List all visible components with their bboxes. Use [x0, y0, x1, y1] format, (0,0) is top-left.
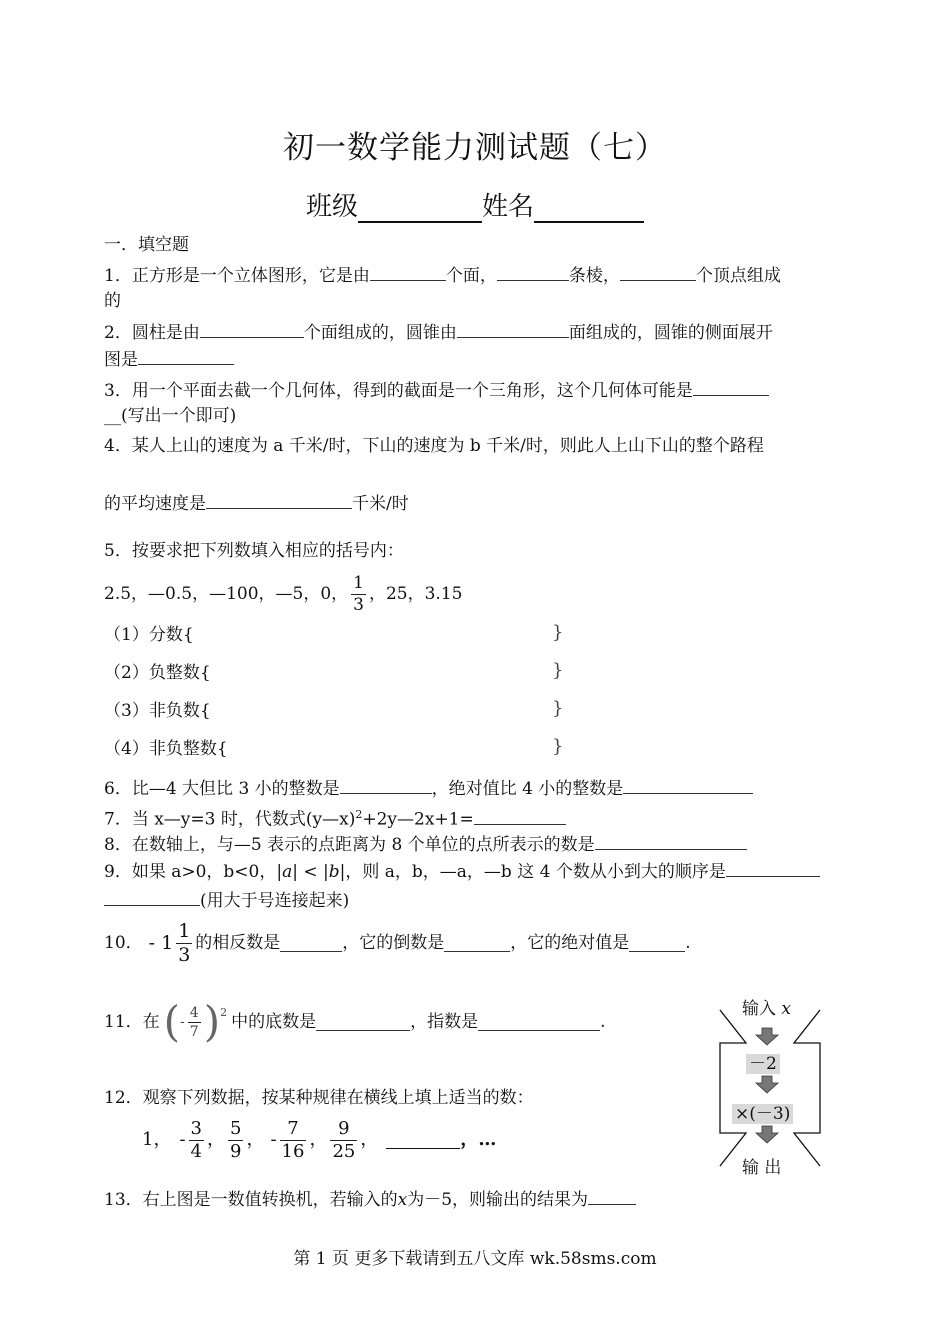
q1-blank-edges[interactable]: [497, 263, 569, 281]
question-1-cont: 的: [104, 291, 121, 311]
q9-blank[interactable]: [726, 859, 820, 877]
name-field[interactable]: [534, 193, 644, 223]
q4-text-b: 的平均速度是: [104, 494, 206, 514]
q7-exponent: 2: [355, 808, 363, 821]
q9-text-c: (用大于号连接起来): [200, 891, 350, 911]
q10-blank-absolute[interactable]: [629, 934, 685, 952]
class-label: 班级: [305, 192, 358, 222]
q6-text-b: ，绝对值比 4 小的整数是: [431, 779, 624, 799]
category-non-negative: （3）非负数{: [104, 701, 211, 721]
q3-text: 3．用一个平面去截一个几何体，得到的截面是一个三角形，这个几何体可能是: [104, 381, 693, 401]
abs-a: |a|: [276, 862, 298, 882]
q11-fraction: $\frac{4}{7}$: [189, 1004, 199, 1040]
q9-text: 9．如果 a>0，b<0，: [104, 862, 277, 882]
question-4: 4．某人上山的速度为 a 千米/时，下山的速度为 b 千米/时，则此人上山下山的整个路程: [104, 436, 764, 456]
page-footer: 第 1 页 更多下载请到五八文库 wk.58sms.com: [293, 1249, 657, 1269]
q11-text: 11．在: [104, 1012, 160, 1032]
less-than: <: [303, 862, 318, 882]
question-9-cont: [104, 888, 349, 912]
brace-close: }: [552, 660, 564, 681]
q12-term: $\frac{7}{16}$: [281, 1117, 305, 1162]
question-3-cont: __(写出一个即可): [104, 406, 237, 426]
category-non-negative-integer: （4）非负整数{: [104, 739, 228, 759]
conversion-machine: [700, 990, 840, 1180]
q12-sequence: [142, 1112, 496, 1168]
brace-close: }: [552, 698, 564, 719]
q10-text-b: 的相反数是: [195, 933, 281, 953]
q12-term: $\frac{3}{4}$: [190, 1117, 202, 1162]
q10-text-c: ，它的倒数是: [342, 933, 445, 953]
question-7: [104, 804, 566, 831]
q7-blank[interactable]: [474, 807, 566, 825]
q6-blank-a[interactable]: [340, 776, 432, 794]
q1-blank-faces[interactable]: [370, 263, 446, 281]
question-6: [104, 776, 753, 800]
machine-step-multiply: ×(－3): [732, 1099, 793, 1124]
q10-blank-opposite[interactable]: [280, 934, 342, 952]
q7-text: 7．当 x—y=3 时，代数式(y—x): [104, 809, 356, 830]
q1-blank-vertices[interactable]: [620, 263, 696, 281]
question-5-numbers: [104, 570, 462, 618]
q10-blank-reciprocal[interactable]: [444, 934, 510, 952]
abs-b: |b|: [323, 862, 346, 882]
q5-numbers-a: 2.5，—0.5，—100，—5，0，: [104, 584, 349, 604]
question-2: [104, 320, 773, 344]
q11-text-c: ，指数是: [410, 1012, 479, 1032]
q2-text-d: 图是: [104, 350, 138, 370]
q2-text-c: 面组成的，圆锥的侧面展开: [568, 323, 773, 343]
name-label: 姓名: [482, 192, 535, 222]
q1-text-d: 个顶点组成: [695, 266, 781, 286]
q2-blank-cylinder[interactable]: [200, 320, 304, 338]
q9-text-b: ，则 a，b，—a，—b 这 4 个数从小到大的顺序是: [345, 862, 726, 882]
q11-exponent: 2: [220, 1006, 228, 1019]
q8-blank[interactable]: [595, 832, 747, 850]
q10-whole: - 1: [148, 932, 174, 954]
question-9: [104, 859, 820, 883]
machine-step-subtract: －2: [746, 1049, 780, 1074]
q2-blank-cone[interactable]: [457, 320, 569, 338]
question-5: 5．按要求把下列数填入相应的括号内：: [104, 541, 404, 561]
q12-sep: ，: [207, 1129, 225, 1150]
q2-blank-net[interactable]: [138, 347, 234, 365]
q1-text-c: 条棱，: [568, 266, 620, 286]
q12-ellipsis: ，…: [460, 1129, 497, 1150]
paren-left: (: [163, 997, 181, 1046]
q13-variable: x: [397, 1190, 408, 1210]
question-4-cont: [104, 491, 409, 515]
q5-numbers-b: ，25，3.15: [368, 584, 463, 604]
q8-text: 8．在数轴上，与—5 表示的点距离为 8 个单位的点所表示的数是: [104, 835, 595, 855]
question-8: [104, 832, 747, 856]
question-11: [104, 994, 605, 1050]
q10-number: 10．: [104, 933, 143, 953]
section-heading: 一．填空题: [104, 235, 189, 255]
q12-sep: ，: [309, 1129, 328, 1150]
q2-text-b: 个面组成的，圆锥由: [303, 323, 457, 343]
q13-text-b: 为－5，则输出的结果为: [407, 1190, 589, 1210]
paren-right: ): [203, 997, 221, 1046]
q10-text-e: ，它的绝对值是: [510, 933, 630, 953]
brace-close: }: [552, 736, 564, 757]
q4-text-c: 千米/时: [352, 494, 409, 514]
q1-text: 1．正方形是一个立体图形，它是由: [104, 266, 370, 286]
machine-input-label: 输入 x: [742, 999, 791, 1019]
q4-blank[interactable]: [206, 491, 352, 509]
category-fraction: （1）分数{: [104, 625, 194, 645]
category-negative-integer: （2）负整数{: [104, 663, 211, 683]
q10-fraction: $\frac{1}{3}$: [178, 919, 191, 966]
q6-text: 6．比—4 大但比 3 小的整数是: [104, 779, 340, 799]
question-10: [104, 918, 691, 968]
q12-blank[interactable]: [386, 1131, 460, 1149]
q13-text: 13．右上图是一数值转换机，若输入的: [104, 1190, 398, 1210]
q12-sign: -: [179, 1129, 186, 1150]
fraction-one-third: $\frac{1}{3}$: [353, 572, 364, 615]
q12-term: $\frac{5}{9}$: [230, 1117, 242, 1162]
q11-text-b: 中的底数是: [231, 1012, 317, 1032]
q12-term: $\frac{9}{25}$: [332, 1117, 356, 1162]
q11-minus: -: [180, 1014, 185, 1030]
q1-text-b: 个面，: [445, 266, 497, 286]
page-title: 初一数学能力测试题（七）: [283, 130, 667, 166]
machine-output-label: 输 出: [742, 1158, 782, 1178]
question-13: [104, 1187, 636, 1211]
machine-input-variable: x: [781, 999, 791, 1019]
class-field[interactable]: [358, 193, 482, 223]
question-1: [104, 263, 781, 287]
question-2-cont: [104, 347, 234, 371]
q12-first-term: 1，: [142, 1129, 172, 1150]
question-3: [104, 378, 769, 402]
q11-blank-exponent[interactable]: [478, 1013, 600, 1031]
q10-text-f: .: [685, 933, 691, 953]
q13-blank[interactable]: [588, 1187, 636, 1205]
q7-text-b: +2y—2x+1=: [362, 809, 474, 830]
brace-close: }: [552, 622, 564, 643]
q12-sign: -: [270, 1129, 277, 1150]
student-info-line: [0, 186, 950, 223]
q12-sep: ，: [246, 1129, 265, 1150]
q6-blank-b[interactable]: [623, 776, 753, 794]
q9-blank-cont[interactable]: [104, 888, 200, 906]
q12-sep: ，: [360, 1129, 379, 1150]
q11-blank-base[interactable]: [316, 1013, 410, 1031]
q11-text-e: .: [600, 1012, 606, 1032]
q3-blank[interactable]: [693, 378, 769, 396]
question-12: 12．观察下列数据，按某种规律在横线上填上适当的数：: [104, 1088, 534, 1108]
q2-text: 2．圆柱是由: [104, 323, 200, 343]
